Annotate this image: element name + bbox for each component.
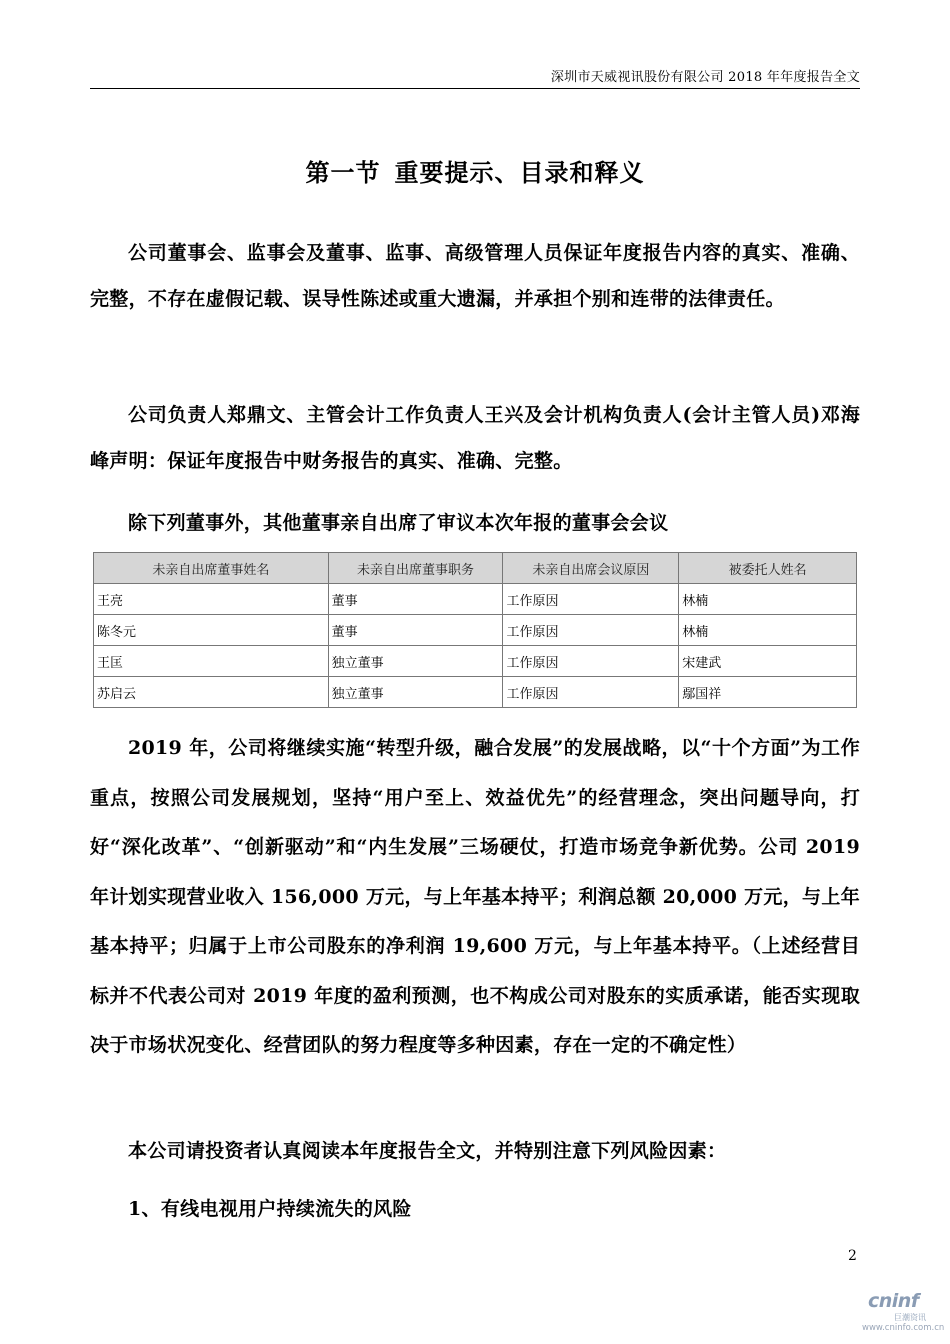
absent-directors-table: [93, 552, 857, 708]
section-heading: 重要提示、目录和释义: [394, 158, 645, 187]
column-header: 未亲自出席董事姓名: [94, 553, 329, 584]
absence-reason-cell: 工作原因: [503, 584, 679, 615]
section-number: 第一节: [305, 158, 381, 187]
absence-reason-cell: 工作原因: [503, 677, 679, 708]
director-position-cell: 独立董事: [328, 646, 503, 677]
risk-notice: 本公司请投资者认真阅读本年度报告全文，并特别注意下列风险因素：: [128, 1140, 727, 1162]
director-name-cell: 王亮: [94, 584, 329, 615]
table-row: [94, 584, 857, 615]
column-header: 未亲自出席会议原因: [503, 553, 679, 584]
proxy-name-cell: 宋建武: [679, 646, 857, 677]
column-header: 未亲自出席董事职务: [328, 553, 503, 584]
brand-subtitle: 巨潮资讯: [894, 1313, 926, 1322]
director-position-cell: 独立董事: [328, 677, 503, 708]
brand-url: www.cninfo.com.cn: [862, 1323, 945, 1333]
officers-declaration: 公司负责人郑鼎文、主管会计工作负责人王兴及会计机构负责人(会计主管人员)邓海峰声明：保证年度报告中财务报告的真实、准确、完整。: [90, 404, 860, 472]
absence-reason-cell: 工作原因: [503, 646, 679, 677]
running-header: 深圳市天威视讯股份有限公司 2018 年年度报告全文: [550, 70, 860, 85]
proxy-name-cell: 林楠: [679, 615, 857, 646]
proxy-name-cell: 鄢国祥: [679, 677, 857, 708]
section-title: [0, 153, 950, 188]
director-name-cell: 王匡: [94, 646, 329, 677]
director-position-cell: 董事: [328, 584, 503, 615]
table-header-row: [94, 553, 857, 584]
table-row: [94, 615, 857, 646]
director-name-cell: 苏启云: [94, 677, 329, 708]
header-rule: [90, 88, 860, 89]
proxy-name-cell: 林楠: [679, 584, 857, 615]
attendance-note: 除下列董事外，其他董事亲自出席了审议本次年报的董事会会议: [128, 512, 669, 534]
absence-reason-cell: 工作原因: [503, 615, 679, 646]
business-plan-2019: 2019 年，公司将继续实施“转型升级，融合发展”的发展战略，以“十个方面”为工作重点，按照公司发展规划，坚持“用户至上、效益优先”的经营理念，突出问题导向，打好“深化改革”、“创新驱动”和“内生发展”三场硬仗，打造市场竞争新优势。公司 2019 年计划实现营业收入 156,000 万元，与上年基本持平；利润总额 20,000 万元，与上年基本持平；归属于上市公司股东的净利润 19,600 万元，与上年基本持平。（上述经营目标并不代表公司对 2019 年度的盈利预测，也不构成公司对股东的实质承诺，能否实现取决于市场状况变化、经营团队的努力程度等多种因素，存在一定的不确定性）: [90, 737, 860, 1056]
column-header: 被委托人姓名: [679, 553, 857, 584]
page-number: 2: [848, 1248, 857, 1264]
responsibility-statement: 公司董事会、监事会及董事、监事、高级管理人员保证年度报告内容的真实、准确、完整，不存在虚假记载、误导性陈述或重大遗漏，并承担个别和连带的法律责任。: [90, 242, 860, 310]
table-row: [94, 677, 857, 708]
brand-name: cninf: [868, 1290, 919, 1312]
director-position-cell: 董事: [328, 615, 503, 646]
director-name-cell: 陈冬元: [94, 615, 329, 646]
table-row: [94, 646, 857, 677]
cninfo-logo: [858, 1290, 948, 1334]
risk-heading-1: 1、有线电视用户持续流失的风险: [128, 1198, 412, 1220]
